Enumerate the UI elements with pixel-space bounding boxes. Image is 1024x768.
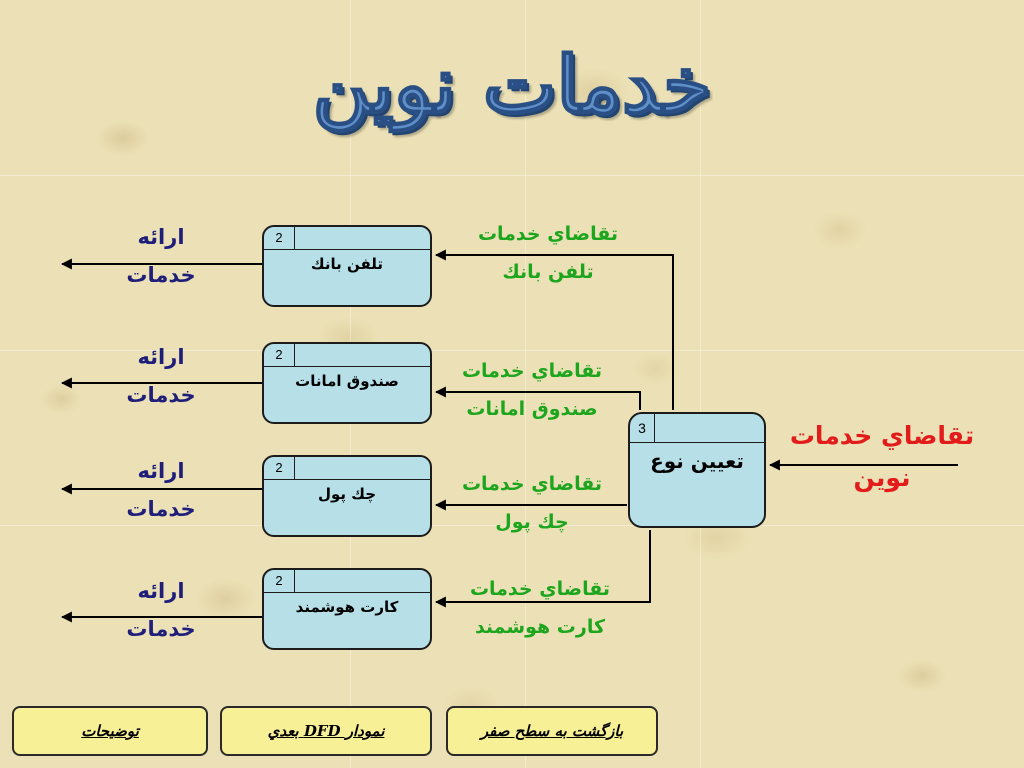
process-name: چك پول	[317, 485, 377, 503]
process-name: كارت هوشمند	[295, 598, 399, 616]
process-name: صندوق امانات	[295, 372, 399, 390]
process-cheque	[262, 455, 432, 537]
request-flow-label: تقاضاي خدمات تلفن بانك	[477, 223, 619, 283]
output-flow-label: ارائه خدمات	[126, 345, 196, 407]
output-flow-label: ارائه خدمات	[126, 225, 196, 287]
process-id: 2	[264, 570, 295, 592]
input-flow-label: تقاضاي خدمات نوين	[789, 421, 975, 492]
request-flow-label: تقاضاي خدمات صندوق امانات	[461, 360, 603, 420]
request-flow-label: تقاضاي خدمات چك پول	[461, 473, 603, 533]
process-id: 2	[264, 227, 295, 249]
output-flow-label: ارائه خدمات	[126, 459, 196, 521]
next-dfd-button[interactable]: نمودار DFD بعدي	[220, 706, 432, 756]
process-id: 3	[630, 414, 655, 442]
process-safe-deposit	[262, 342, 432, 424]
page-title: خدمات نوين	[312, 40, 712, 131]
process-id: 2	[264, 457, 295, 479]
process-name: تلفن بانك	[310, 255, 384, 273]
back-to-level-zero-button[interactable]: بازگشت به سطح صفر	[446, 706, 658, 756]
process-determine-type	[628, 412, 766, 528]
output-flow-label: ارائه خدمات	[126, 579, 196, 641]
process-id: 2	[264, 344, 295, 366]
process-telephone-bank	[262, 225, 432, 307]
notes-button[interactable]: توضيحات	[12, 706, 208, 756]
request-flow-label: تقاضاي خدمات كارت هوشمند	[469, 578, 611, 638]
process-name: تعيين نوع	[650, 449, 744, 473]
process-smart-card	[262, 568, 432, 650]
